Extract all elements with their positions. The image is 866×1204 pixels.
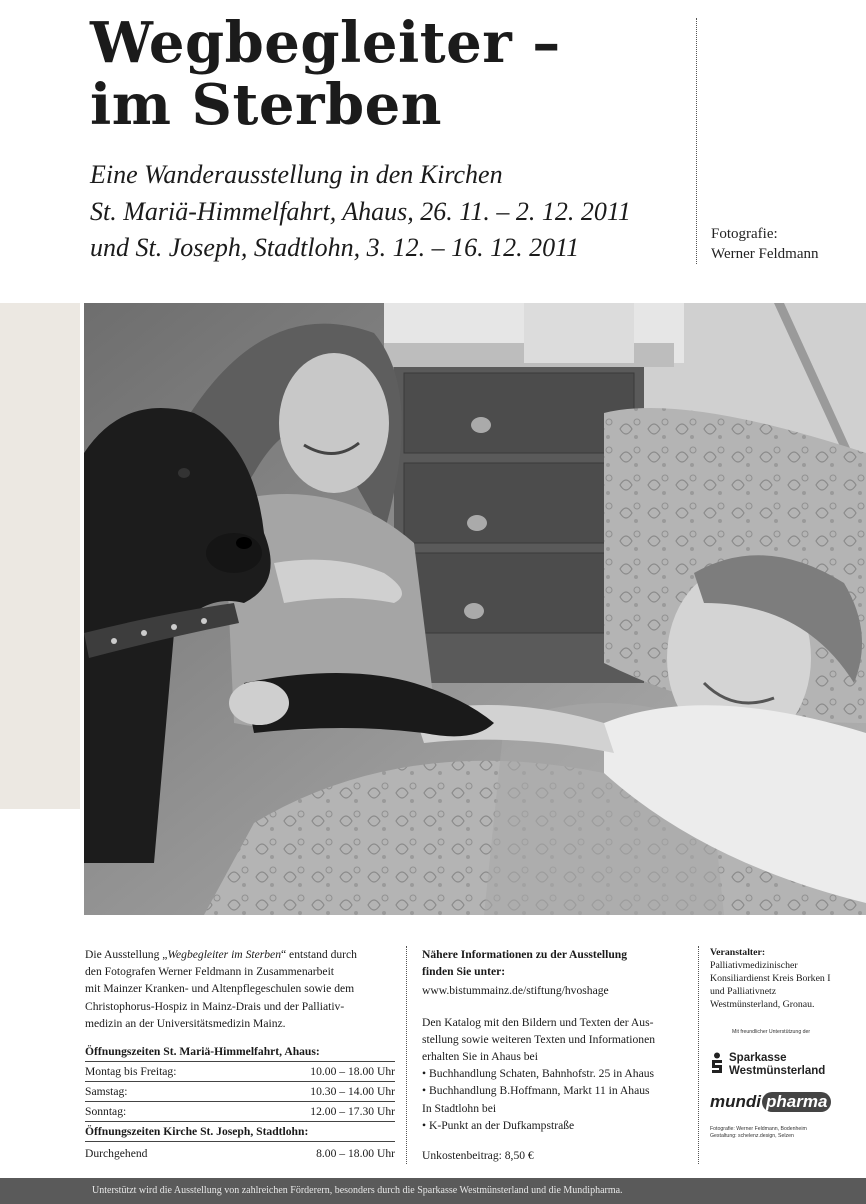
hours-row (85, 1062, 395, 1082)
hours-time: 12.00 – 17.30 Uhr (310, 1105, 395, 1119)
hours-time: 10.00 – 18.00 Uhr (310, 1065, 395, 1079)
mundipharma-logo (710, 1092, 860, 1112)
hours-time: 10.30 – 14.00 Uhr (310, 1085, 395, 1099)
bullet-3: • K-Punkt an der Dufkampstraße (422, 1118, 575, 1132)
poster-subtitle (90, 157, 631, 267)
exhibition-name: Wegbegleiter im Sterben (167, 948, 281, 961)
intro-after: “ entstand durch (281, 948, 357, 961)
decorative-band (0, 303, 80, 809)
catalog-line-1: Den Katalog mit den Bildern und Texten der Aus- (422, 1015, 654, 1029)
intro-column (85, 946, 395, 1163)
small-credit-1: Fotografie: Werner Feldmann, Bodenheim (710, 1126, 807, 1132)
subtitle-line-3: und St. Joseph, Stadtlohn, 3. 12. – 16. 12. 2011 (90, 233, 580, 262)
header-divider (696, 18, 697, 264)
sparkasse-icon (710, 1052, 724, 1074)
info-heading-2: finden Sie unter: (422, 965, 506, 979)
hours-day: Montag bis Freitag: (85, 1065, 177, 1079)
pharma-text: pharma (762, 1092, 831, 1112)
column-divider-2 (698, 946, 699, 1164)
intro-before: Die Ausstellung „ (85, 948, 168, 961)
footer-bar (0, 1178, 866, 1204)
footer-text: Unterstützt wird die Ausstellung von zahlreichen Förderern, besonders durch die Sparkasse Westmünsterland und die Mundipharma. (92, 1185, 623, 1196)
main-photo (84, 303, 866, 915)
hours-row (85, 1102, 395, 1122)
hours2-heading (85, 1122, 395, 1142)
hours-day: Sonntag: (85, 1105, 127, 1119)
photo-credit (711, 224, 819, 264)
photo-illustration (84, 303, 866, 915)
sparkasse-logo (710, 1052, 860, 1078)
intro-line-3: mit Mainzer Kranken- und Altenpflegeschulen sowie dem (85, 982, 355, 996)
bullet-2: • Buchhandlung B.Hoffmann, Markt 11 in Ahaus (422, 1084, 650, 1098)
organizer-line-4: Westmünsterland, Gronau. (710, 999, 815, 1010)
small-credit-2: Gestaltung: schelenz.design, Selzen (710, 1133, 794, 1139)
credit-label: Fotografie: (711, 226, 778, 242)
organizer-column (710, 946, 860, 1140)
title-line-2: im Sterben (90, 72, 442, 138)
catalog-line-2: stellung sowie weiteren Texten und Informationen (422, 1032, 656, 1046)
hours-row (85, 1144, 395, 1163)
subtitle-line-2: St. Mariä-Himmelfahrt, Ahaus, 26. 11. – 2. 12. 2011 (90, 196, 631, 226)
mundi-text: mundi (710, 1092, 761, 1111)
bullet-1: • Buchhandlung Schaten, Bahnhofstr. 25 in Ahaus (422, 1067, 655, 1081)
hours2-heading-text: Öffnungszeiten Kirche St. Joseph, Stadtlohn: (85, 1125, 309, 1139)
subtitle-line-1: Eine Wanderausstellung in den Kirchen (90, 160, 503, 189)
catalog-line-3: erhalten Sie in Ahaus bei (422, 1050, 538, 1064)
small-credits (710, 1126, 860, 1140)
hours-day: Samstag: (85, 1085, 128, 1099)
fee-line: Unkostenbeitrag: 8,50 € (422, 1149, 534, 1163)
intro-line-1 (85, 946, 395, 963)
support-note: Mit freundlicher Unterstützung der (732, 1029, 811, 1035)
poster-title (90, 12, 561, 136)
info-url: www.bistummainz.de/stiftung/hvoshage (422, 984, 609, 998)
hours1-heading (85, 1042, 395, 1062)
credit-name: Werner Feldmann (711, 246, 819, 262)
organizer-line-2: Konsiliardienst Kreis Borken I (710, 973, 831, 984)
sparkasse-line-2: Westmünsterland (729, 1065, 826, 1077)
hours-day: Durchgehend (85, 1147, 148, 1161)
intro-line-2: den Fotografen Werner Feldmann in Zusammenarbeit (85, 965, 335, 979)
hours-row (85, 1082, 395, 1102)
organizer-line-3: und Palliativnetz (710, 986, 777, 997)
info-heading-1: Nähere Informationen zu der Ausstellung (422, 948, 628, 961)
stadtlohn-line: In Stadtlohn bei (422, 1101, 497, 1115)
sparkasse-line-1: Sparkasse (729, 1052, 787, 1064)
hours-time: 8.00 – 18.00 Uhr (316, 1147, 395, 1161)
hours1-heading-text: Öffnungszeiten St. Mariä-Himmelfahrt, Ahaus: (85, 1045, 320, 1059)
intro-line-4: Christophorus-Hospiz in Mainz-Drais und der Palliativ- (85, 999, 345, 1013)
intro-line-5: medizin an der Universitätsmedizin Mainz. (85, 1016, 286, 1030)
organizer-line-1: Palliativmedizinischer (710, 960, 798, 971)
organizer-label: Veranstalter: (710, 947, 766, 958)
info-column (422, 946, 694, 1164)
title-line-1: Wegbegleiter – (90, 10, 561, 76)
column-divider-1 (406, 946, 407, 1164)
